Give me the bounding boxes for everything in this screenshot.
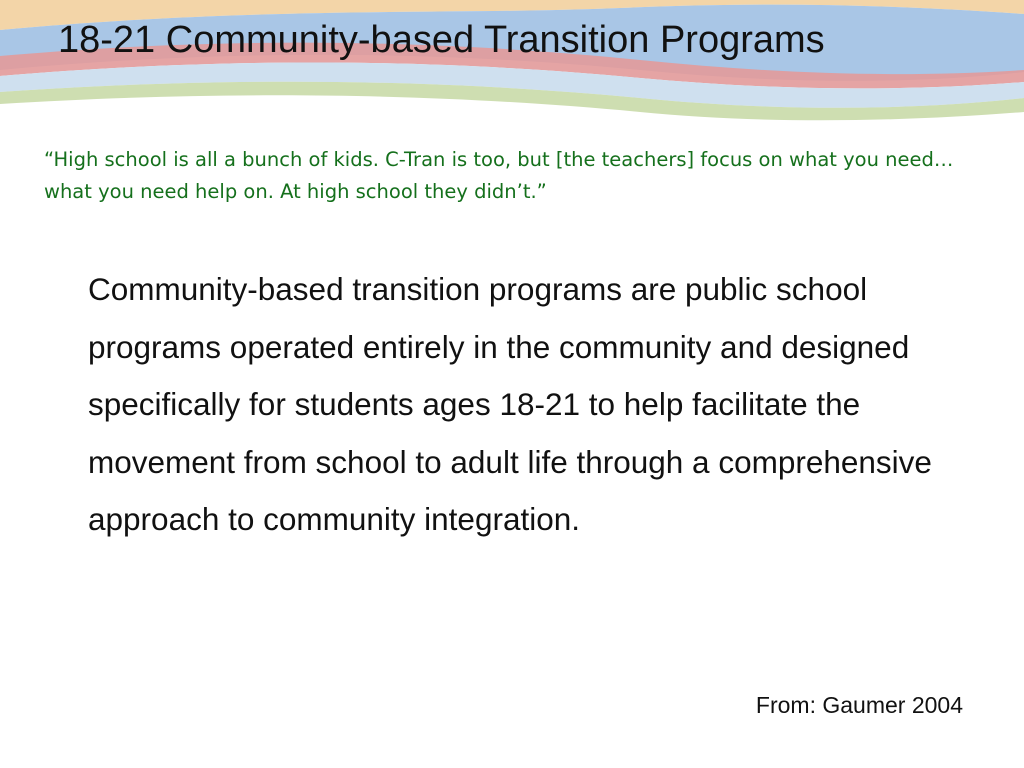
source-citation: From: Gaumer 2004 (755, 692, 963, 718)
definition-paragraph: Community-based transition programs are public school programs operated entirely in the community and designed specifically for students ages 18-21 to help facilitate the movement from school to adult life through a comprehensive approach to community integration. (88, 271, 932, 537)
slide-title: 18-21 Community-based Transition Programs (58, 19, 825, 61)
student-quote: “High school is all a bunch of kids. C-Tran is too, but [the teachers] focus on what you need…what you need help on. At high school they didn’t.” (44, 148, 954, 203)
